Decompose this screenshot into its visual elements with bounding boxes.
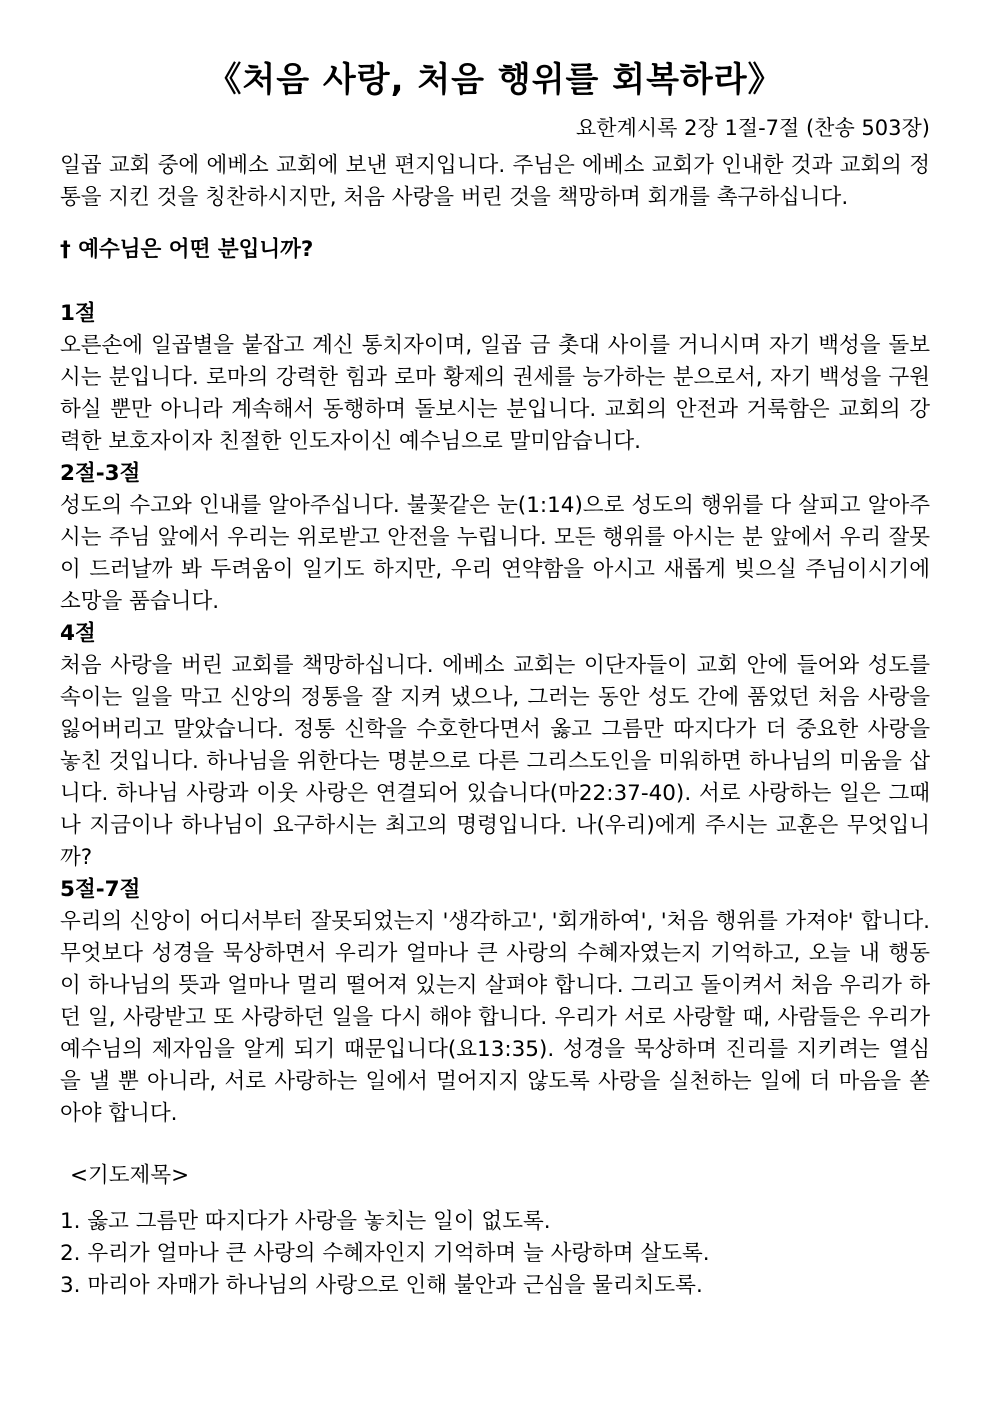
prayer-item: 3. 마리아 자매가 하나님의 사랑으로 인해 불안과 근심을 물리치도록.: [60, 1273, 703, 1298]
blank-line: [60, 266, 930, 298]
verse-section-2-3: [60, 458, 930, 618]
document-body: [60, 150, 930, 1302]
verse-label: 1절: [60, 301, 96, 326]
document-title: 《처음 사랑, 처음 행위를 회복하라》: [207, 60, 783, 100]
scripture-reference: 요한계시록 2장 1절-7절 (찬송 503장): [576, 116, 930, 140]
prayer-item: 1. 옳고 그름만 따지다가 사랑을 놓치는 일이 없도록.: [60, 1209, 551, 1234]
section-heading: † 예수님은 어떤 분입니까?: [60, 237, 314, 262]
verse-label: 5절-7절: [60, 877, 141, 902]
verse-section-1: [60, 298, 930, 458]
verse-text: 성도의 수고와 인내를 알아주십니다. 불꽃같은 눈(1:14)으로 성도의 행위를 다 살피고 알아주시는 주님 앞에서 우리는 위로받고 안전을 누립니다. 모든 행위를 아시는 분 앞에서 우리 잘못이 드러날까 봐 두려움이 일기도 하지만, 우리 연약함을 아시고 새롭게 빚으실 주님이시기에 소망을 품습니다.: [60, 493, 930, 614]
verse-text: 처음 사랑을 버린 교회를 책망하십니다. 에베소 교회는 이단자들이 교회 안에 들어와 성도를 속이는 일을 막고 신앙의 정통을 잘 지켜 냈으나, 그러는 동안 성도 간에 품었던 처음 사랑을 잃어버리고 말았습니다. 정통 신학을 수호한다면서 옳고 그름만 따지다가 더 중요한 사랑을 놓친 것입니다. 하나님을 위한다는 명분으로 다른 그리스도인을 미워하면 하나님의 미움을 삽니다. 하나님 사랑과 이웃 사랑은 연결되어 있습니다(마22:37-40). 서로 사랑하는 일은 그때나 지금이나 하나님이 요구하시는 최고의 명령입니다. 나(우리)에게 주시는 교훈은 무엇입니까?: [60, 653, 930, 870]
verse-text: 오른손에 일곱별을 붙잡고 계신 통치자이며, 일곱 금 촛대 사이를 거니시며 자기 백성을 돌보시는 분입니다. 로마의 강력한 힘과 로마 황제의 권세를 능가하는 분으로서, 자기 백성을 구원하실 뿐만 아니라 계속해서 동행하며 돌보시는 분입니다. 교회의 안전과 거룩함은 교회의 강력한 보호자이자 친절한 인도자이신 예수님으로 말미암습니다.: [60, 333, 930, 454]
verse-section-5-7: [60, 874, 930, 1130]
prayer-list: [60, 1206, 930, 1302]
intro-paragraph: 일곱 교회 중에 에베소 교회에 보낸 편지입니다. 주님은 에베소 교회가 인내한 것과 교회의 정통을 지킨 것을 칭찬하시지만, 처음 사랑을 버린 것을 책망하며 회개를 촉구하십니다.: [60, 153, 930, 210]
verse-label: 4절: [60, 621, 96, 646]
verse-label: 2절-3절: [60, 461, 141, 486]
verse-section-4: [60, 618, 930, 874]
prayer-item: 2. 우리가 얼마나 큰 사랑의 수혜자인지 기억하며 늘 사랑하며 살도록.: [60, 1241, 710, 1266]
verse-text: 우리의 신앙이 어디서부터 잘못되었는지 '생각하고', '회개하여', '처음 행위를 가져야' 합니다. 무엇보다 성경을 묵상하면서 우리가 얼마나 큰 사랑의 수혜자였는지 기억하고, 오늘 내 행동이 하나님의 뜻과 얼마나 멀리 떨어져 있는지 살펴야 합니다. 그리고 돌이켜서 처음 우리가 하던 일, 사랑받고 또 사랑하던 일을 다시 해야 합니다. 우리가 서로 사랑할 때, 사람들은 우리가 예수님의 제자임을 알게 되기 때문입니다(요13:35). 성경을 묵상하며 진리를 지키려는 열심을 낼 뿐 아니라, 서로 사랑하는 일에서 멀어지지 않도록 사랑을 실천하는 일에 더 마음을 쏟아야 합니다.: [60, 909, 930, 1126]
prayer-title: <기도제목>: [70, 1163, 190, 1188]
